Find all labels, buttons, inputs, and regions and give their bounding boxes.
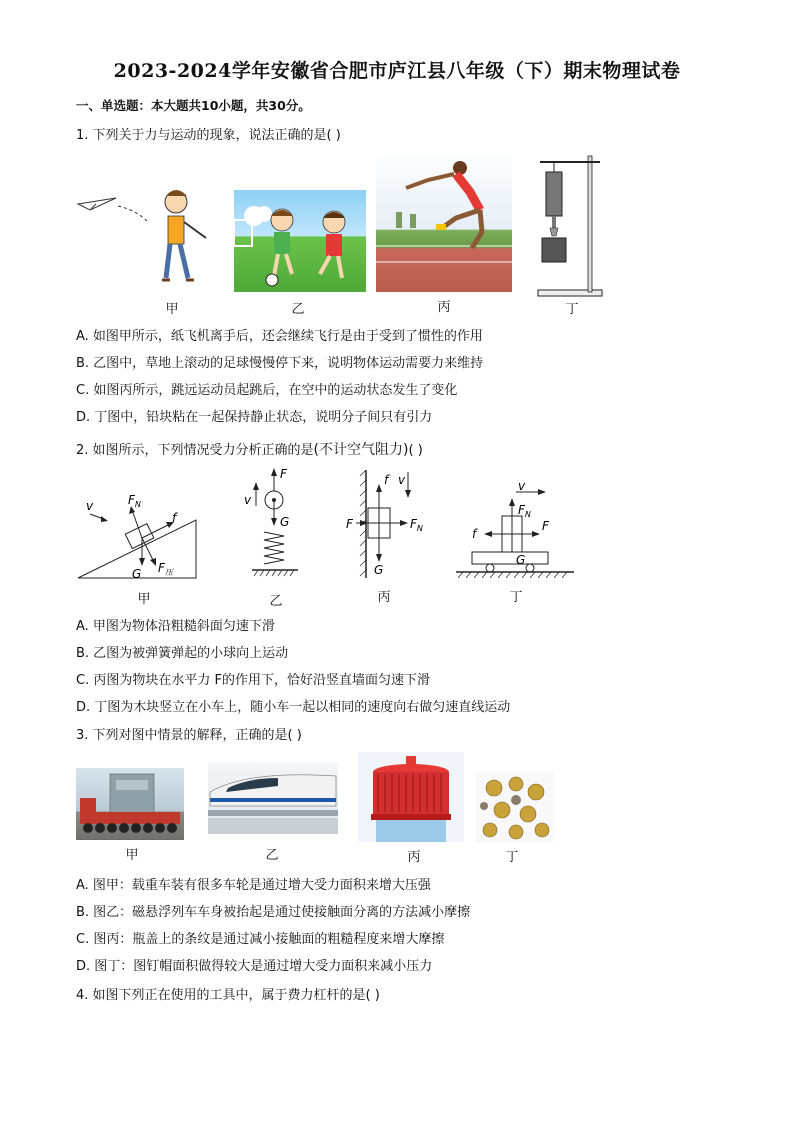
q2-option-a[interactable]: A. 甲图为物体沿粗糙斜面匀速下滑 [76,619,275,634]
q1-option-b[interactable]: B. 乙图中，草地上滚动的足球慢慢停下来，说明物体运动需要力来维持 [76,356,484,371]
q2-figure-ding [452,480,578,580]
q1-option-c[interactable]: C. 如图丙所示，跳远运动员起跳后，在空中的运动状态发生了变化 [76,383,458,398]
q3-caption-jia: 甲 [125,848,139,863]
long-jump-athlete-photo [376,152,512,292]
question-1-stem: 1. 下列关于力与运动的现象，说法正确的是( ) [76,128,341,143]
q3-option-d[interactable]: D. 图丁：图钉帽面积做得较大是通过增大受力面积来减小压力 [76,959,433,974]
q1-caption-bing: 丙 [437,300,451,315]
normal-force-label: $F_N$ [410,517,423,533]
q3-figure-jia [76,768,184,840]
q1-option-a[interactable]: A. 如图甲所示，纸飞机离手后，还会继续飞行是由于受到了惯性的作用 [76,329,483,344]
q3-figure-ding [476,772,554,842]
q3-option-a[interactable]: A. 图甲：载重车装有很多车轮是通过增大受力面积来增大压强 [76,878,431,893]
q1-caption-jia: 甲 [165,302,179,317]
q1-figure-jia [76,180,216,295]
pressure-force-label: $F_压$ [158,561,173,577]
force-label: F [346,517,353,531]
q2-caption-bing: 丙 [377,590,391,605]
q3-caption-ding: 丁 [505,850,519,865]
friction-label: f [172,511,177,525]
q1-caption-ding: 丁 [565,302,579,317]
friction-label: f [384,473,389,487]
q1-figure-yi [234,190,366,292]
q2-option-c[interactable]: C. 丙图为物块在水平力 F的作用下，恰好沿竖直墙面匀速下滑 [76,673,430,688]
q1-caption-yi: 乙 [291,302,305,317]
maglev-train-photo [208,762,338,834]
cart-body [472,552,548,564]
q1-figure-bing [376,152,512,292]
q2-option-b[interactable]: B. 乙图为被弹簧弹起的小球向上运动 [76,646,289,661]
question-4-stem: 4. 如图下列正在使用的工具中，属于费力杠杆的是( ) [76,988,380,1003]
heavy-truck-photo [76,768,184,840]
force-label: F [542,519,549,533]
q1-figure-ding [532,150,608,300]
q3-option-c[interactable]: C. 图丙：瓶盖上的条纹是通过减小接触面的粗糙程度来增大摩擦 [76,932,445,947]
q2-caption-yi: 乙 [269,594,283,609]
section-heading: 一、单选题：本大题共10小题，共30分。 [76,98,311,113]
q3-caption-bing: 丙 [407,850,421,865]
normal-force-label: $F_N$ [128,493,141,509]
q2-caption-ding: 丁 [509,590,523,605]
velocity-label: v [518,480,526,493]
q2-option-d[interactable]: D. 丁图为木块竖立在小车上，随小车一起以相同的速度向右做匀速直线运动 [76,700,511,715]
lead-block-weight [542,238,566,262]
q2-figure-yi [242,466,306,580]
gravity-label: G [374,563,384,577]
gravity-label: G [132,567,142,581]
question-2-paren: ( ) [408,443,423,458]
q2-figure-jia [76,492,200,584]
q2-figure-bing [344,466,434,580]
q3-figure-yi [208,762,338,834]
question-3-stem: 3. 下列对图中情景的解释，正确的是( ) [76,728,302,743]
force-label: F [280,467,287,481]
page-title: 2023-2024学年安徽省合肥市庐江县八年级（下）期末物理试卷 [113,60,681,82]
velocity-label: v [398,473,406,487]
q3-option-b[interactable]: B. 图乙：磁悬浮列车车身被抬起是通过使接触面分离的方法减小摩擦 [76,905,471,920]
boy-figure [162,190,206,280]
soccer-players-illustration [234,190,366,292]
gravity-label: G [280,515,290,529]
question-2-note: (不计空气阻力) [313,442,409,458]
q3-figure-bing [358,752,464,842]
lead-block-top [546,172,562,216]
q2-caption-jia: 甲 [137,592,151,607]
velocity-label: v [244,493,252,507]
bottle-cap-photo [358,752,464,842]
gravity-label: G [516,553,526,567]
normal-force-label: $F_N$ [518,503,531,519]
friction-label: f [472,527,477,541]
question-2-stem [76,439,423,459]
question-2-stem-main: 2. 如图所示，下列情况受力分析正确的是 [76,443,314,458]
spring [264,532,284,564]
velocity-label: v [86,499,94,513]
thumbtacks-photo [476,772,554,842]
paper-plane-icon [78,198,116,210]
q3-caption-yi: 乙 [265,848,279,863]
q1-option-d[interactable]: D. 丁图中，铅块粘在一起保持静止状态，说明分子间只有引力 [76,410,433,425]
